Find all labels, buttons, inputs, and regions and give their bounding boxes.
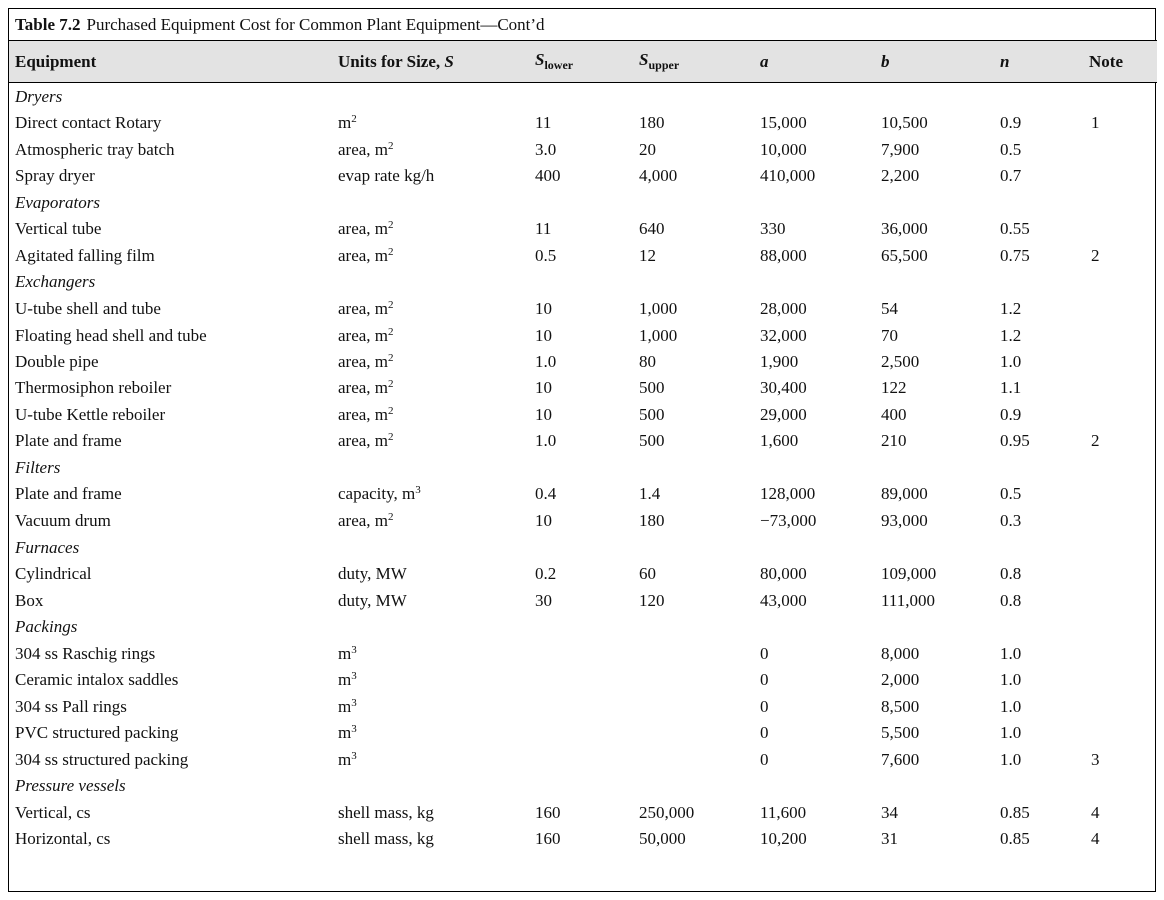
cell-s-lower: 160 [535, 829, 561, 849]
unit-exponent: 3 [351, 723, 357, 736]
table-row [9, 296, 1157, 322]
cell-note [1083, 296, 1157, 322]
cell-equipment: Floating head shell and tube [15, 325, 207, 345]
cell-a: 10,000 [760, 139, 807, 159]
cell-unit [332, 296, 529, 322]
cell-s-upper [633, 641, 754, 667]
unit-exponent: 2 [388, 404, 394, 417]
cell-s-upper: 12 [639, 245, 656, 265]
cell-s-lower [529, 746, 633, 772]
cell-a: 330 [760, 219, 786, 239]
cell-unit [332, 243, 529, 269]
cell-a: 0 [760, 723, 769, 743]
cell-b: 31 [881, 829, 898, 849]
cell-unit [332, 641, 529, 667]
cell-n: 0.3 [1000, 510, 1022, 530]
unit-exponent: 3 [415, 484, 421, 497]
table-row [9, 375, 1157, 401]
cell-note: 2 [1091, 431, 1100, 451]
cell-b: 122 [881, 378, 907, 398]
table-row [9, 110, 1157, 136]
cell-equipment: Atmospheric tray batch [15, 139, 175, 159]
unit-exponent: 3 [351, 670, 357, 683]
table-title [9, 9, 1155, 40]
table-row [9, 641, 1157, 667]
cell-note: 2 [1091, 245, 1100, 265]
header-s-upper [633, 41, 754, 83]
header-b [875, 41, 994, 83]
cell-equipment: U-tube shell and tube [15, 299, 161, 319]
table-row [9, 561, 1157, 587]
cell-equipment: Thermosiphon reboiler [15, 378, 172, 398]
cell-s-upper: 20 [639, 139, 656, 159]
category-row [9, 189, 1157, 216]
cell-n: 1.0 [1000, 644, 1022, 664]
cell-note [1083, 481, 1157, 507]
unit-text: m [338, 696, 352, 716]
cell-equipment: Double pipe [15, 351, 99, 371]
cell-b: 89,000 [881, 484, 928, 504]
header-s-upper-sub: upper [648, 58, 680, 72]
cell-s-upper: 640 [639, 219, 665, 239]
table-row [9, 243, 1157, 269]
cell-s-lower: 1.0 [535, 431, 557, 451]
cell-note: 4 [1091, 803, 1100, 822]
cell-equipment: Direct contact Rotary [15, 113, 162, 133]
cell-s-lower: 10 [535, 510, 552, 530]
cell-unit [332, 826, 529, 852]
cell-s-upper: 1.4 [639, 484, 661, 504]
cell-a: 1,900 [760, 351, 799, 371]
cell-a: 32,000 [760, 325, 807, 345]
cell-b: 34 [881, 803, 898, 822]
unit-text: area, m [338, 351, 389, 371]
table-row [9, 587, 1157, 613]
cell-note [1083, 720, 1157, 746]
cell-n: 0.55 [1000, 219, 1030, 239]
cell-equipment: Vertical tube [15, 219, 102, 239]
cell-a: 0 [760, 696, 769, 716]
cell-note: 3 [1091, 749, 1100, 769]
category-label: Exchangers [15, 272, 96, 292]
unit-text: area, m [338, 431, 389, 451]
cell-b: 8,000 [881, 644, 920, 664]
cell-a: 28,000 [760, 299, 807, 319]
cell-n: 0.9 [1000, 404, 1022, 424]
cell-note [1083, 641, 1157, 667]
cell-s-upper: 60 [639, 564, 656, 584]
cell-b: 400 [881, 404, 907, 424]
unit-text: area, m [338, 404, 389, 424]
cell-n: 1.0 [1000, 749, 1022, 769]
cell-unit [332, 322, 529, 348]
cell-unit [332, 375, 529, 401]
cell-s-lower [529, 641, 633, 667]
cell-note [1083, 402, 1157, 428]
cell-unit [332, 428, 529, 454]
cell-a: 410,000 [760, 165, 816, 185]
table-frame [8, 8, 1156, 892]
cell-note [1083, 375, 1157, 401]
cell-note [1083, 349, 1157, 375]
cell-s-lower: 0.2 [535, 564, 557, 584]
header-note: Note [1083, 41, 1157, 83]
cell-s-upper: 500 [639, 378, 665, 398]
cell-unit [332, 667, 529, 693]
table-row [9, 163, 1157, 189]
header-a-label: a [760, 51, 769, 71]
cell-s-lower [529, 667, 633, 693]
cell-note [1083, 587, 1157, 613]
cell-a: 0 [760, 670, 769, 690]
cell-s-upper [633, 694, 754, 720]
unit-text: shell mass, kg [338, 803, 434, 822]
cell-unit [332, 561, 529, 587]
cell-equipment: 304 ss Raschig rings [15, 644, 156, 664]
cell-n: 1.2 [1000, 325, 1022, 345]
cell-note [1083, 694, 1157, 720]
cell-note [1083, 216, 1157, 242]
cell-unit [332, 481, 529, 507]
unit-text: evap rate kg/h [338, 165, 435, 185]
cell-s-lower [529, 694, 633, 720]
table-row [9, 667, 1157, 693]
cell-equipment: U-tube Kettle reboiler [15, 404, 166, 424]
cell-n: 1.1 [1000, 378, 1022, 398]
unit-text: shell mass, kg [338, 829, 434, 849]
cell-n: 0.7 [1000, 165, 1022, 185]
unit-exponent: 2 [388, 245, 394, 258]
cell-s-lower: 10 [535, 299, 552, 319]
header-s-lower-sub: lower [544, 58, 574, 72]
cell-b: 70 [881, 325, 898, 345]
cell-equipment: PVC structured packing [15, 723, 179, 743]
cell-equipment: Box [15, 590, 44, 610]
cell-unit [332, 216, 529, 242]
cell-b: 65,500 [881, 245, 928, 265]
cell-n: 0.9 [1000, 113, 1022, 133]
cell-n: 1.0 [1000, 351, 1022, 371]
cell-a: 1,600 [760, 431, 799, 451]
table-row [9, 826, 1157, 852]
category-label: Dryers [15, 86, 63, 106]
cell-n: 1.0 [1000, 723, 1022, 743]
unit-exponent: 2 [388, 299, 394, 312]
cell-n: 0.95 [1000, 431, 1030, 451]
table-number: Table 7.2 [15, 15, 81, 34]
table-row [9, 322, 1157, 348]
table-row [9, 402, 1157, 428]
unit-exponent: 3 [351, 696, 357, 709]
cell-a: 0 [760, 644, 769, 664]
cell-s-lower: 10 [535, 325, 552, 345]
cell-s-upper: 180 [639, 113, 665, 133]
unit-text: area, m [338, 510, 389, 530]
cell-equipment: Vertical, cs [15, 803, 91, 822]
unit-exponent: 2 [388, 351, 394, 364]
cell-a: 88,000 [760, 245, 807, 265]
cell-equipment: Plate and frame [15, 484, 122, 504]
cell-s-lower: 11 [535, 113, 552, 133]
cell-unit [332, 508, 529, 534]
cell-n: 1.0 [1000, 670, 1022, 690]
cell-n: 1.0 [1000, 696, 1022, 716]
table-row [9, 428, 1157, 454]
cell-n: 0.5 [1000, 139, 1022, 159]
cell-b: 10,500 [881, 113, 928, 133]
cell-unit [332, 402, 529, 428]
cell-b: 54 [881, 299, 898, 319]
cell-note: 1 [1091, 113, 1100, 133]
table-caption: Purchased Equipment Cost for Common Plant Equipment—Cont’d [86, 15, 545, 34]
header-s-upper-base: S [639, 50, 649, 69]
cell-n: 1.2 [1000, 299, 1022, 319]
cell-a: 43,000 [760, 590, 807, 610]
category-row [9, 534, 1157, 561]
category-row [9, 614, 1157, 641]
unit-exponent: 2 [388, 139, 394, 152]
cell-s-upper: 250,000 [639, 803, 695, 822]
cell-b: 7,900 [881, 139, 920, 159]
cell-note [1083, 322, 1157, 348]
cell-s-lower: 11 [535, 219, 552, 239]
cell-b: 7,600 [881, 749, 920, 769]
cell-n: 0.85 [1000, 803, 1030, 822]
category-label: Packings [15, 617, 78, 637]
cell-b: 2,200 [881, 165, 920, 185]
cell-unit [332, 136, 529, 162]
cell-n: 0.75 [1000, 245, 1030, 265]
cell-s-lower: 160 [535, 803, 561, 822]
unit-text: m [338, 723, 352, 743]
cell-b: 2,500 [881, 351, 920, 371]
unit-exponent: 2 [388, 325, 394, 338]
cell-equipment: Vacuum drum [15, 510, 111, 530]
unit-exponent: 3 [351, 749, 357, 762]
header-n-label: n [1000, 51, 1010, 71]
cell-n: 0.85 [1000, 829, 1030, 849]
cell-n: 0.8 [1000, 590, 1022, 610]
table-row [9, 216, 1157, 242]
cell-s-upper: 180 [639, 510, 665, 530]
unit-text: area, m [338, 325, 389, 345]
unit-text: area, m [338, 378, 389, 398]
cell-b: 2,000 [881, 670, 920, 690]
table-row [9, 800, 1157, 826]
cell-a: 10,200 [760, 829, 807, 849]
table-row [9, 720, 1157, 746]
unit-exponent: 2 [351, 113, 357, 126]
cell-n: 0.8 [1000, 564, 1022, 584]
unit-exponent: 2 [388, 510, 394, 523]
cell-s-upper: 1,000 [639, 299, 678, 319]
table-row [9, 746, 1157, 772]
header-row [9, 41, 1157, 83]
category-label: Evaporators [15, 192, 100, 212]
header-units-label: Units for Size, [338, 51, 441, 71]
cell-unit [332, 720, 529, 746]
table-row [9, 508, 1157, 534]
cell-s-lower: 0.5 [535, 245, 557, 265]
cell-note: 4 [1091, 829, 1100, 849]
cell-s-upper [633, 746, 754, 772]
cell-a: 29,000 [760, 404, 807, 424]
unit-text: m [338, 749, 352, 769]
cell-s-lower: 10 [535, 378, 552, 398]
header-s-lower [529, 41, 633, 83]
cell-s-upper [633, 667, 754, 693]
cell-unit [332, 587, 529, 613]
cell-s-upper: 500 [639, 431, 665, 451]
cell-equipment: Horizontal, cs [15, 829, 111, 849]
cell-n: 0.5 [1000, 484, 1022, 504]
cell-equipment: 304 ss structured packing [15, 749, 189, 769]
table-body [9, 83, 1157, 853]
unit-text: area, m [338, 299, 389, 319]
cell-s-upper: 1,000 [639, 325, 678, 345]
category-row [9, 773, 1157, 800]
cell-a: −73,000 [760, 510, 817, 530]
cell-unit [332, 694, 529, 720]
cell-s-lower: 10 [535, 404, 552, 424]
table-row [9, 349, 1157, 375]
cell-a: 128,000 [760, 484, 816, 504]
cell-unit [332, 746, 529, 772]
cell-equipment: Spray dryer [15, 165, 95, 185]
cell-a: 15,000 [760, 113, 807, 133]
cell-unit [332, 800, 529, 826]
cell-note [1083, 163, 1157, 189]
category-row [9, 454, 1157, 481]
cell-note [1083, 667, 1157, 693]
cell-b: 93,000 [881, 510, 928, 530]
cell-b: 109,000 [881, 564, 937, 584]
cell-b: 210 [881, 431, 907, 451]
cell-unit [332, 349, 529, 375]
equipment-cost-table [9, 40, 1157, 853]
unit-exponent: 2 [388, 378, 394, 391]
cell-s-lower: 3.0 [535, 139, 557, 159]
cell-b: 111,000 [881, 590, 935, 610]
unit-text: duty, MW [338, 564, 407, 584]
unit-text: m [338, 670, 352, 690]
unit-exponent: 3 [351, 644, 357, 657]
header-b-label: b [881, 51, 890, 71]
cell-b: 8,500 [881, 696, 920, 716]
table-row [9, 136, 1157, 162]
cell-a: 80,000 [760, 564, 807, 584]
category-label: Pressure vessels [15, 776, 126, 796]
header-units [332, 41, 529, 83]
cell-s-upper: 50,000 [639, 829, 686, 849]
table-row [9, 481, 1157, 507]
unit-text: area, m [338, 219, 389, 239]
cell-s-upper [633, 720, 754, 746]
cell-s-lower: 1.0 [535, 351, 557, 371]
cell-s-lower: 0.4 [535, 484, 557, 504]
header-equipment: Equipment [9, 41, 332, 83]
cell-a: 30,400 [760, 378, 807, 398]
cell-s-lower: 30 [535, 590, 552, 610]
unit-text: area, m [338, 139, 389, 159]
cell-s-lower [529, 720, 633, 746]
cell-note [1083, 561, 1157, 587]
unit-exponent: 2 [388, 431, 394, 444]
header-n [994, 41, 1083, 83]
unit-text: duty, MW [338, 590, 407, 610]
cell-b: 5,500 [881, 723, 920, 743]
cell-equipment: Plate and frame [15, 431, 122, 451]
header-units-var: S [444, 51, 454, 71]
cell-a: 0 [760, 749, 769, 769]
cell-s-upper: 80 [639, 351, 656, 371]
cell-b: 36,000 [881, 219, 928, 239]
cell-s-lower: 400 [535, 165, 561, 185]
cell-a: 11,600 [760, 803, 807, 822]
cell-unit [332, 163, 529, 189]
header-s-lower-base: S [535, 50, 545, 69]
unit-text: m [338, 113, 352, 133]
category-row [9, 269, 1157, 296]
category-row [9, 83, 1157, 111]
cell-equipment: Ceramic intalox saddles [15, 670, 179, 690]
cell-s-upper: 120 [639, 590, 665, 610]
table-row [9, 694, 1157, 720]
cell-equipment: Cylindrical [15, 564, 92, 584]
cell-equipment: 304 ss Pall rings [15, 696, 127, 716]
cell-s-upper: 4,000 [639, 165, 678, 185]
cell-unit [332, 110, 529, 136]
cell-s-upper: 500 [639, 404, 665, 424]
cell-equipment: Agitated falling film [15, 245, 155, 265]
unit-text: m [338, 644, 352, 664]
cell-note [1083, 136, 1157, 162]
unit-text: area, m [338, 245, 389, 265]
category-label: Furnaces [15, 537, 80, 557]
unit-exponent: 2 [388, 219, 394, 232]
header-a [754, 41, 875, 83]
unit-text: capacity, m [338, 484, 416, 504]
category-label: Filters [15, 457, 61, 477]
cell-note [1083, 508, 1157, 534]
